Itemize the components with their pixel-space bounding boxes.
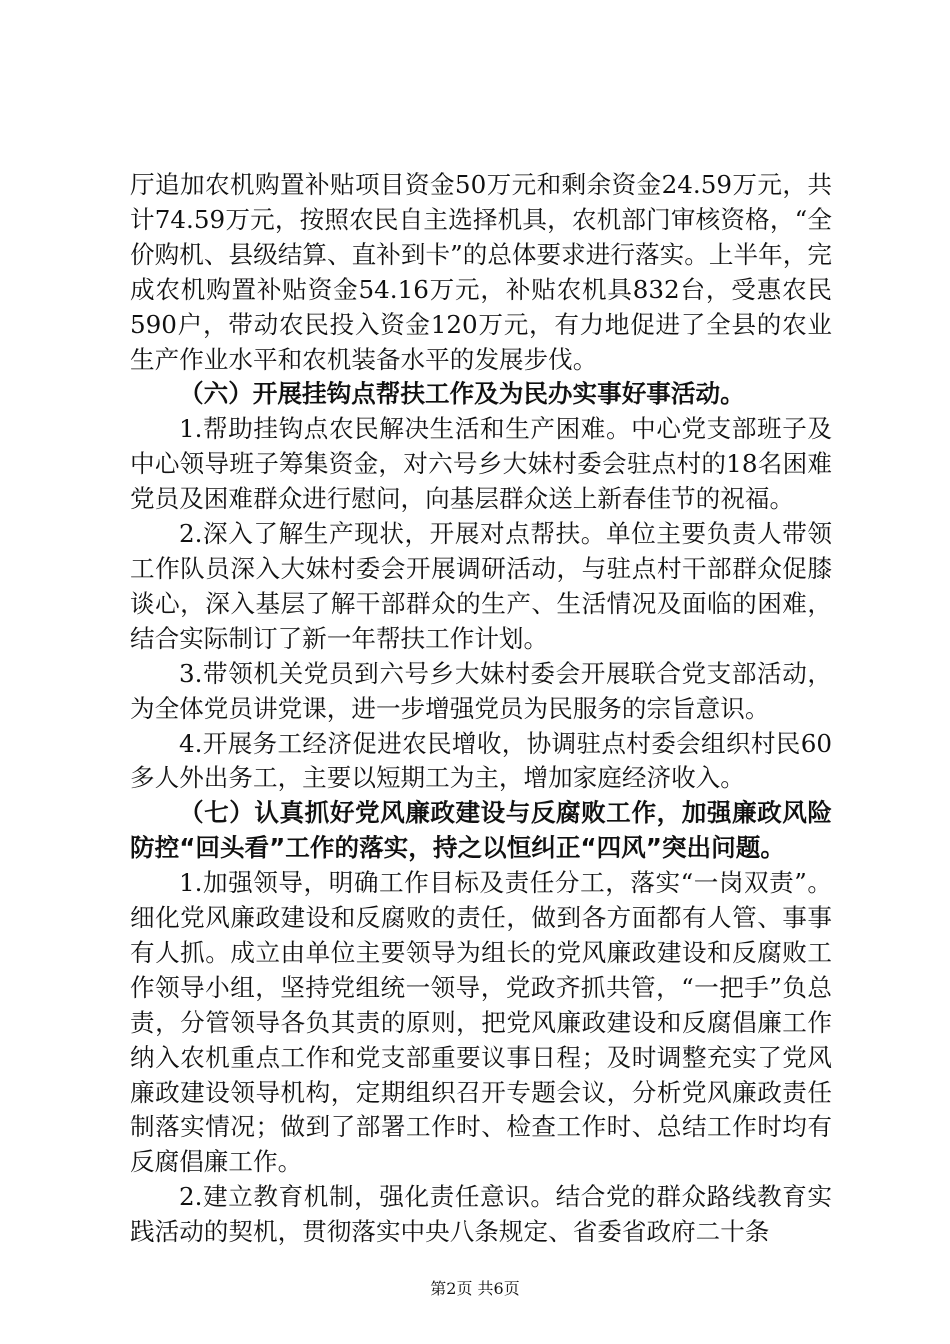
page-number-footer: 第2页 共6页 [430, 1279, 520, 1298]
paragraph-continued: 厅追加农机购置补贴项目资金50万元和剩余资金24.59万元，共计74.59万元，按照农民自主选择机具，农机部门审核资格，“全价购机、县级结算、直补到卡”的总体要求进行落实。上半年，完成农机购置补贴资金54.16万元，补贴农机具832台，受惠农民590户，带动农民投入资金120万元，有力地促进了全县的农业生产作业水平和农机装备水平的发展步伐。 [130, 170, 832, 374]
section-heading-six: （六）开展挂钩点帮扶工作及为民办实事好事活动。 [179, 379, 745, 409]
paragraph-item-1b: 1.加强领导，明确工作目标及责任分工，落实“一岗双责”。细化党风廉政建设和反腐败的责任，做到各方面都有人管、事事有人抓。成立由单位主要领导为组长的党风廉政建设和反腐败工作领导小组，坚持党组统一领导，党政齐抓共管，“一把手”负总责，分管领导各负其责的原则，把党风廉政建设和反腐倡廉工作纳入农机重点工作和党支部重要议事日程；及时调整充实了党风廉政建设领导机构，定期组织召开专题会议，分析党风廉政责任制落实情况；做到了部署工作时、检查工作时、总结工作时均有反腐倡廉工作。 [130, 868, 832, 1177]
paragraph-item-2: 2.深入了解生产现状，开展对点帮扶。单位主要负责人带领工作队员深入大妹村委会开展调研活动，与驻点村干部群众促膝谈心，深入基层了解干部群众的生产、生活情况及面临的困难，结合实际制订了新一年帮扶工作计划。 [130, 519, 832, 653]
document-body [130, 168, 832, 1250]
section-heading-seven: （七）认真抓好党风廉政建设与反腐败工作，加强廉政风险防控“回头看”工作的落实，持之以恒纠正“四风”突出问题。 [130, 798, 832, 863]
paragraph-item-1: 1.帮助挂钩点农民解决生活和生产困难。中心党支部班子及中心领导班子筹集资金，对六号乡大妹村委会驻点村的18名困难党员及困难群众进行慰问，向基层群众送上新春佳节的祝福。 [130, 414, 832, 514]
paragraph-item-3: 3.带领机关党员到六号乡大妹村委会开展联合党支部活动，为全体党员讲党课，进一步增强党员为民服务的宗旨意识。 [130, 658, 832, 723]
paragraph-item-2b: 2.建立教育机制，强化责任意识。结合党的群众路线教育实践活动的契机，贯彻落实中央八条规定、省委省政府二十条 [130, 1182, 832, 1247]
paragraph-item-4: 4.开展务工经济促进农民增收，协调驻点村委会组织村民60多人外出务工，主要以短期工为主，增加家庭经济收入。 [130, 728, 832, 793]
